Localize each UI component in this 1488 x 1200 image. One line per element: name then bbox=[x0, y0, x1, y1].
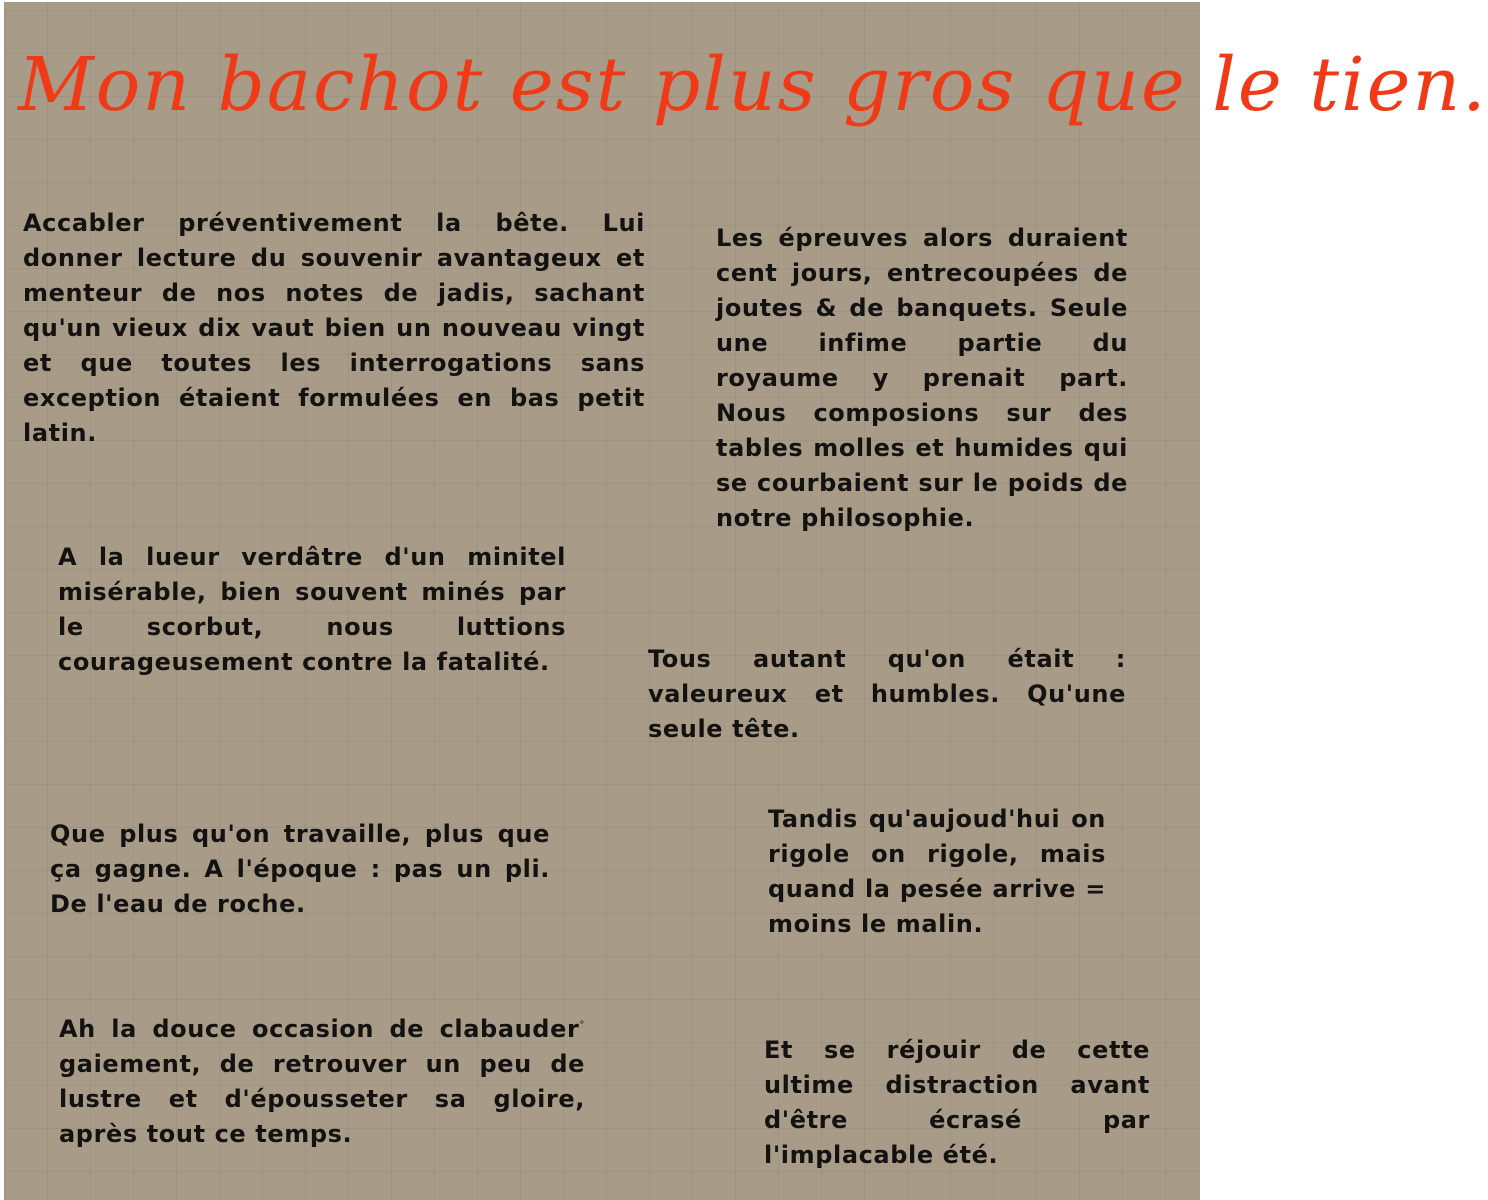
paragraph-douce-occasion bbox=[59, 1008, 585, 1152]
degree-mark: ° bbox=[579, 1020, 585, 1031]
paragraph-epreuves: Les épreuves alors duraient cent jours, entrecoupées de joutes & de banquets. Seule une infime partie du royaume y prenait part. Nous composions sur des tables molles et humides qui se courbaient sur le poids de notre philosophie. bbox=[716, 224, 1128, 532]
paragraph-tandis: Tandis qu'aujoud'hui on rigole on rigole, mais quand la pesée arrive = moins le malin. bbox=[768, 805, 1106, 938]
paragraph-text-end: gaiement, de retrouver un peu de lustre et d'épousseter sa gloire, après tout ce temps. bbox=[59, 1050, 585, 1148]
paragraph-accabler: Accabler préventivement la bête. Lui donner lecture du souvenir avantageux et menteur de nos notes de jadis, sachant qu'un vieux dix vaut bien un nouveau vingt et que toutes les interrogations sans exception étaient formulées en bas petit latin. bbox=[23, 209, 645, 447]
paragraph-tous-autant: Tous autant qu'on était : valeureux et humbles. Qu'une seule tête. bbox=[648, 645, 1126, 743]
notebook-page bbox=[4, 2, 1488, 1200]
paragraph-text-start: Ah la douce occasion de clabauder bbox=[59, 1015, 580, 1043]
paragraph-minitel: A la lueur verdâtre d'un minitel misérable, bien souvent minés par le scorbut, nous luttions courageusement contre la fatalité. bbox=[58, 543, 566, 676]
page-title: Mon bachot est plus gros que le tien. bbox=[18, 42, 1488, 128]
paragraph-se-rejouir: Et se réjouir de cette ultime distraction avant d'être écrasé par l'implacable été. bbox=[764, 1036, 1150, 1169]
paragraph-travaille: Que plus qu'on travaille, plus que ça gagne. A l'époque : pas un pli. De l'eau de roche. bbox=[50, 820, 550, 918]
